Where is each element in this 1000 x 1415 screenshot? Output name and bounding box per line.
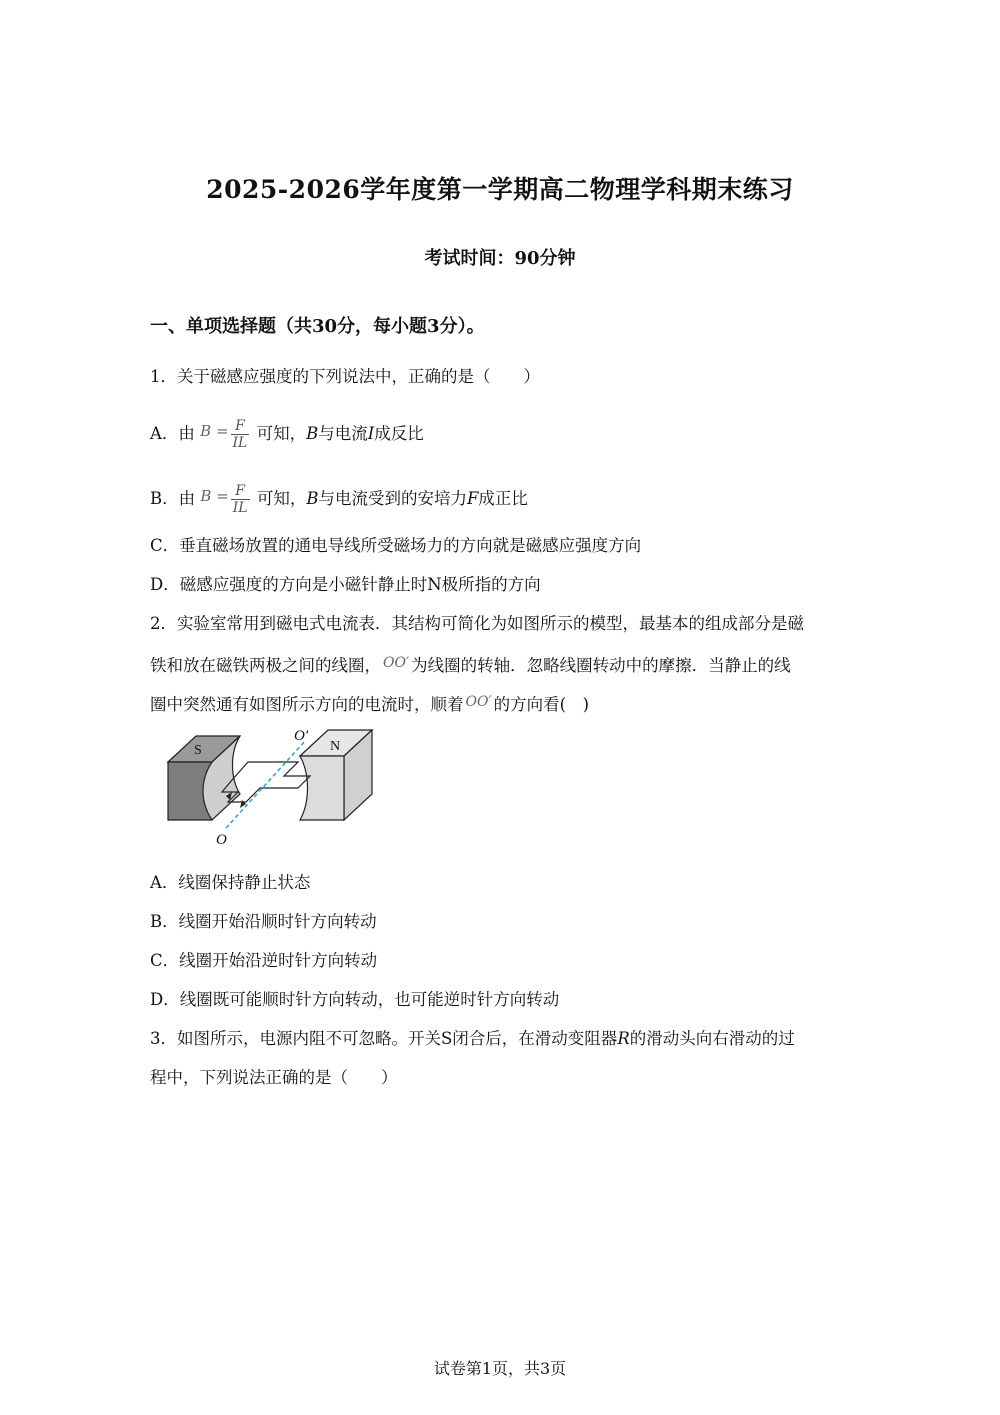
q2-option-b: B．线圈开始沿顺时针方向转动 [150,912,377,931]
exam-time: 考试时间：90分钟 [424,248,576,269]
stem-text: 为线圈的转轴．忽略线圈转动中的摩擦．当静止的线 [411,656,791,675]
page-title: 2025-2026学年度第一学期高二物理学科期末练习 [206,175,794,204]
q2-stem-line3 [150,692,589,715]
formula-numerator: F [231,418,250,435]
q3-stem-line2: 程中，下列说法正确的是（ ） [150,1068,398,1087]
s-pole-label: S [194,743,202,758]
option-text: 可知， [256,424,307,443]
formula-denominator: IL [232,500,248,516]
formula-fraction [231,483,250,516]
var-r: R [617,1029,630,1048]
page-footer: 试卷第1页，共3页 [433,1359,567,1378]
option-text: 可知， [256,489,307,508]
option-label: A．由 [150,424,195,443]
formula-denominator: IL [232,435,248,451]
stem-text: 圈中突然通有如图所示方向的电流时，顺着 [150,695,464,714]
stem-text: 铁和放在磁铁两极之间的线圈， [150,656,381,675]
formula-fraction [231,418,250,451]
option-text: 成反比 [374,424,424,443]
rotation-axis [226,740,306,828]
magnet-coil-figure [160,722,380,850]
q1-option-c: C．垂直磁场放置的通电导线所受磁场力的方向就是磁感应强度方向 [150,536,642,555]
q2-option-d: D．线圈既可能顺时针方向转动，也可能逆时针方向转动 [150,990,560,1009]
q2-option-c: C．线圈开始沿逆时针方向转动 [150,951,378,970]
formula-numerator: F [231,483,250,500]
stem-text: 的滑动头向右滑动的过 [629,1029,795,1048]
formula-lhs: B = [200,422,229,440]
formula-lhs: B = [200,487,229,505]
q1-option-d: D．磁感应强度的方向是小磁针静止时N极所指的方向 [150,575,541,594]
var-b: B [306,489,319,508]
section-heading: 一、单项选择题（共30分，每小题3分）。 [150,316,485,337]
n-pole-label: N [330,739,341,754]
q1-option-b [150,483,528,516]
stem-text: 3．如图所示，电源内阻不可忽略。开关S闭合后，在滑动变阻器 [150,1029,618,1048]
o-label: O [216,832,227,848]
o-prime-label: O′ [294,728,309,744]
var-b: B [306,424,319,443]
option-text: 成正比 [478,489,528,508]
q3-stem-line1 [150,1029,795,1049]
var-i: I [367,424,375,443]
axis-symbol: OO′ [465,694,492,710]
stem-text: 的方向看( ) [493,695,590,714]
option-label: B．由 [150,489,196,508]
var-f: F [466,489,479,508]
q1-option-a [150,418,424,451]
axis-symbol: OO′ [383,655,410,671]
q2-option-a: A．线圈保持静止状态 [150,873,311,892]
q1-stem: 1．关于磁感应强度的下列说法中，正确的是（ ） [150,367,540,386]
q2-stem-line2 [150,653,791,676]
option-text: 与电流受到的安培力 [318,489,467,508]
n-magnet-front [300,756,344,820]
option-text: 与电流 [318,424,368,443]
q2-stem-line1: 2．实验室常用到磁电式电流表．其结构可简化为如图所示的模型，最基本的组成部分是磁 [150,614,804,633]
